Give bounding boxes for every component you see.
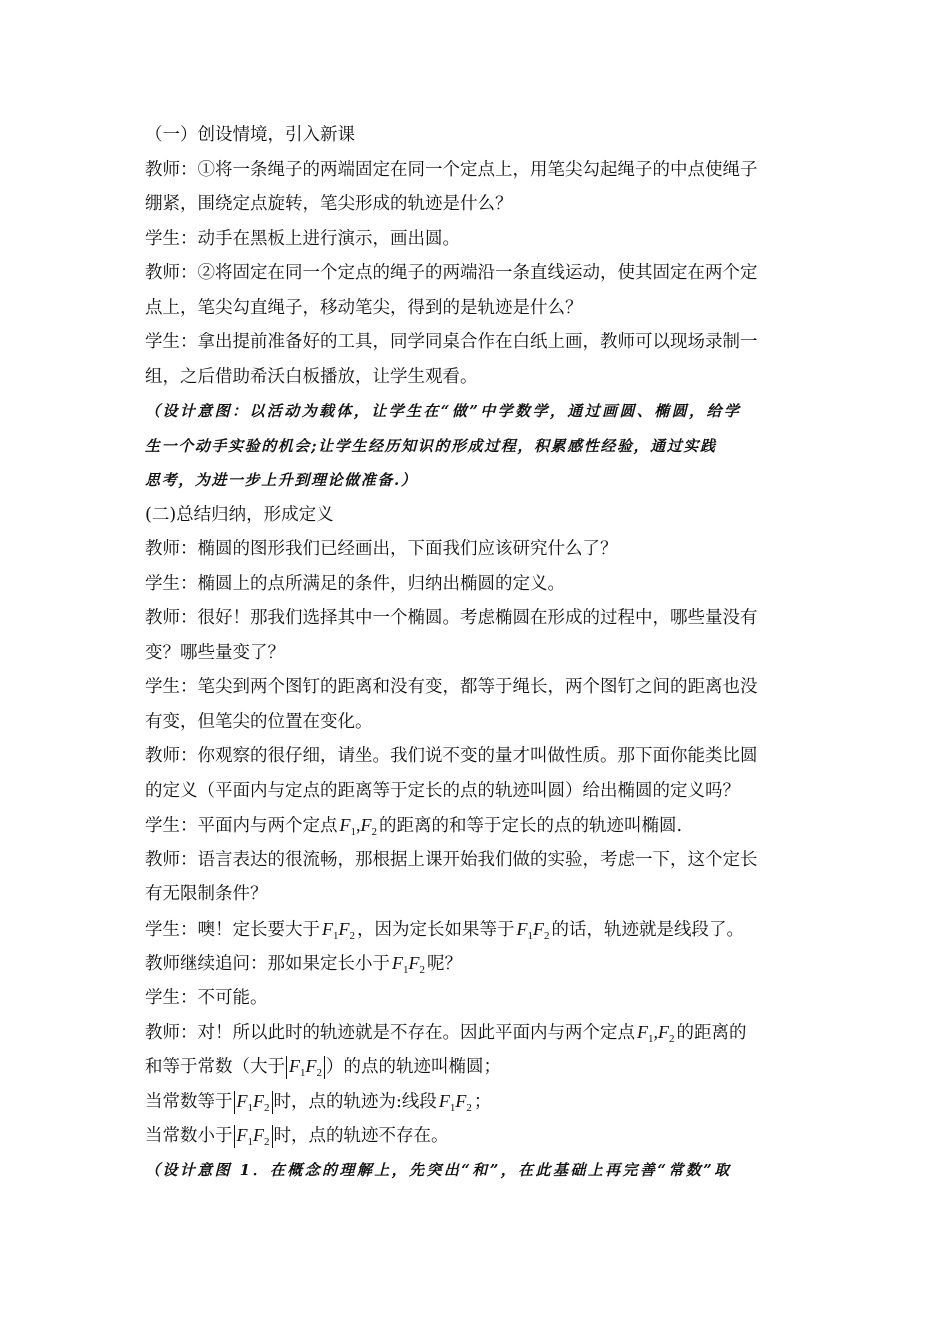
math-subscript: 2: [544, 929, 550, 942]
math-symbol: F: [236, 1091, 248, 1111]
math-symbol: F: [455, 1091, 467, 1111]
text-line-less: [145, 1119, 810, 1154]
text-line-equal: [145, 1084, 810, 1119]
math-symbol: F: [438, 1091, 450, 1111]
math-f1f2: [439, 1084, 472, 1122]
math-f1-f2: [637, 1015, 675, 1053]
math-symbol: F: [533, 918, 544, 939]
math-subscript: 1: [247, 1135, 253, 1148]
math-symbol: F: [322, 918, 333, 939]
text-line: 学生：拿出提前准备好的工具，同学同桌合作在白纸上画，教师可以现场录制一: [145, 332, 758, 352]
text-line: 点上，笔尖勾直绳子，移动笔尖，得到的是轨迹是什么？: [145, 297, 583, 318]
math-symbol: F: [236, 1124, 248, 1145]
text-line-ooh: [145, 912, 810, 947]
text-span: 时，点的轨迹为:线段: [273, 1092, 437, 1112]
text-line: 绷紧，围绕定点旋转，笔尖形成的轨迹是什么？: [145, 194, 513, 214]
text-line: 组，之后借助希沃白板播放，让学生观看。: [145, 366, 478, 387]
text-span: 和等于常数（大于: [145, 1056, 285, 1077]
math-subscript: 2: [316, 1066, 322, 1079]
math-subscript: 2: [349, 929, 355, 942]
math-abs-f1f2: [234, 1091, 273, 1114]
text-span: 教师继续追问：那如果定长小于: [145, 954, 390, 974]
math-subscript: 1: [403, 964, 409, 976]
section-heading-1: （一）创设情境，引入新课: [145, 125, 355, 145]
text-line: 学生：不可能。: [145, 987, 268, 1008]
math-subscript: 2: [371, 826, 377, 838]
math-subscript: 1: [648, 1033, 654, 1045]
text-span: 呢？: [427, 954, 462, 974]
math-subscript: 1: [527, 929, 533, 942]
math-symbol: F: [392, 953, 403, 973]
text-span: 的距离的和等于定长的点的轨迹叫椭圆.: [379, 816, 683, 836]
text-line: 学生：动手在黑板上进行演示，画出圆。: [145, 228, 460, 249]
document-page: [145, 118, 810, 1188]
text-span: 教师：对！所以此时的轨迹就是不存在。因此平面内与两个定点: [145, 1023, 635, 1043]
math-subscript: 1: [247, 1102, 253, 1114]
math-symbol: F: [408, 953, 420, 973]
math-symbol: F: [253, 1124, 264, 1145]
math-symbol: F: [289, 1055, 300, 1076]
text-span: ，因为定长如果等于: [357, 919, 515, 940]
math-abs-f1f2: [234, 1125, 273, 1148]
math-f1-f2: [340, 808, 378, 846]
math-subscript: 1: [333, 929, 339, 942]
text-line: 教师：语言表达的很流畅，那根据上课开始我们做的实验，考虑一下，这个定长: [145, 849, 758, 870]
design-intent-note-line: 生一个动手实验的机会;让学生经历知识的形成过程，积累感性经验，通过实践: [145, 436, 717, 455]
math-f1f2: [517, 912, 550, 950]
text-line: 变？哪些量变了？: [145, 642, 285, 663]
text-line: 教师：很好！那我们选择其中一个椭圆。考虑椭圆在形成的过程中，哪些量没有: [145, 608, 758, 628]
math-comma: ,: [356, 815, 361, 835]
text-line: 教师：你观察的很仔细，请坐。我们说不变的量才叫做性质。那下面你能类比圆: [145, 746, 758, 766]
text-line: 有无限制条件？: [145, 884, 268, 904]
design-intent-note-line: （设计意图：以活动为载体，让学生在“做”中学数学，通过画圆、椭圆，给学: [145, 402, 742, 420]
text-span: ；: [473, 1092, 492, 1112]
math-comma: ,: [653, 1022, 658, 1042]
math-subscript: 2: [466, 1102, 472, 1114]
math-abs-f1f2: [286, 1056, 325, 1079]
math-f1f2: [322, 912, 355, 950]
text-span: 学生：平面内与两个定点: [145, 816, 338, 836]
text-span: 的话，轨迹就是线段了。: [551, 919, 744, 940]
text-span: 时，点的轨迹不存在。: [273, 1125, 449, 1146]
text-line-right: [145, 1015, 810, 1050]
math-subscript: 2: [264, 1135, 270, 1148]
math-symbol: F: [253, 1091, 264, 1111]
text-span: 的距离的: [676, 1023, 747, 1043]
text-line-student-definition: [145, 808, 810, 843]
text-line-sum: [145, 1050, 810, 1085]
text-line: 教师：椭圆的图形我们已经画出，下面我们应该研究什么了？: [145, 539, 618, 559]
math-symbol: F: [305, 1055, 317, 1076]
text-line: 教师：②将固定在同一个定点的绳子的两端沿一条直线运动，使其固定在两个定: [145, 263, 758, 283]
math-subscript: 2: [419, 964, 425, 976]
text-span: 当常数等于: [145, 1092, 233, 1112]
text-span: 学生：噢！定长要大于: [145, 919, 320, 940]
text-line: 有变，但笔尖的位置在变化。: [145, 711, 373, 732]
math-symbol: F: [516, 918, 528, 939]
math-symbol: F: [339, 815, 351, 835]
text-line: 教师：①将一条绳子的两端固定在同一个定点上，用笔尖勾起绳子的中点使绳子: [145, 159, 758, 180]
math-f1f2: [392, 946, 425, 984]
math-subscript: 2: [264, 1102, 270, 1114]
design-intent-note-line: 思考，为进一步上升到理论做准备.）: [145, 471, 418, 489]
math-subscript: 1: [449, 1102, 456, 1114]
text-line: 的定义（平面内与定点的距离等于定长的点的轨迹叫圆）给出椭圆的定义吗？: [145, 780, 740, 801]
math-subscript: 1: [350, 826, 356, 838]
design-intent-note-line: （设计意图 1．在概念的理解上，先突出“和”，在此基础上再完善“常数”取: [145, 1161, 732, 1179]
math-symbol: F: [360, 815, 372, 835]
text-span: ）的点的轨迹叫椭圆；: [326, 1056, 501, 1077]
math-subscript: 1: [300, 1066, 306, 1079]
text-line: 学生：笔尖到两个图钉的距离和没有变，都等于绳长，两个图钉之间的距离也没: [145, 677, 758, 697]
text-span: 当常数小于: [145, 1125, 233, 1146]
text-line-ask: [145, 946, 810, 981]
section-heading-2: (二)总结归纳，形成定义: [145, 504, 334, 525]
math-symbol: F: [338, 918, 350, 939]
math-symbol: F: [658, 1022, 669, 1042]
math-symbol: F: [637, 1022, 648, 1042]
text-line: 学生：椭圆上的点所满足的条件，归纳出椭圆的定义。: [145, 573, 565, 594]
math-subscript: 2: [669, 1033, 675, 1045]
